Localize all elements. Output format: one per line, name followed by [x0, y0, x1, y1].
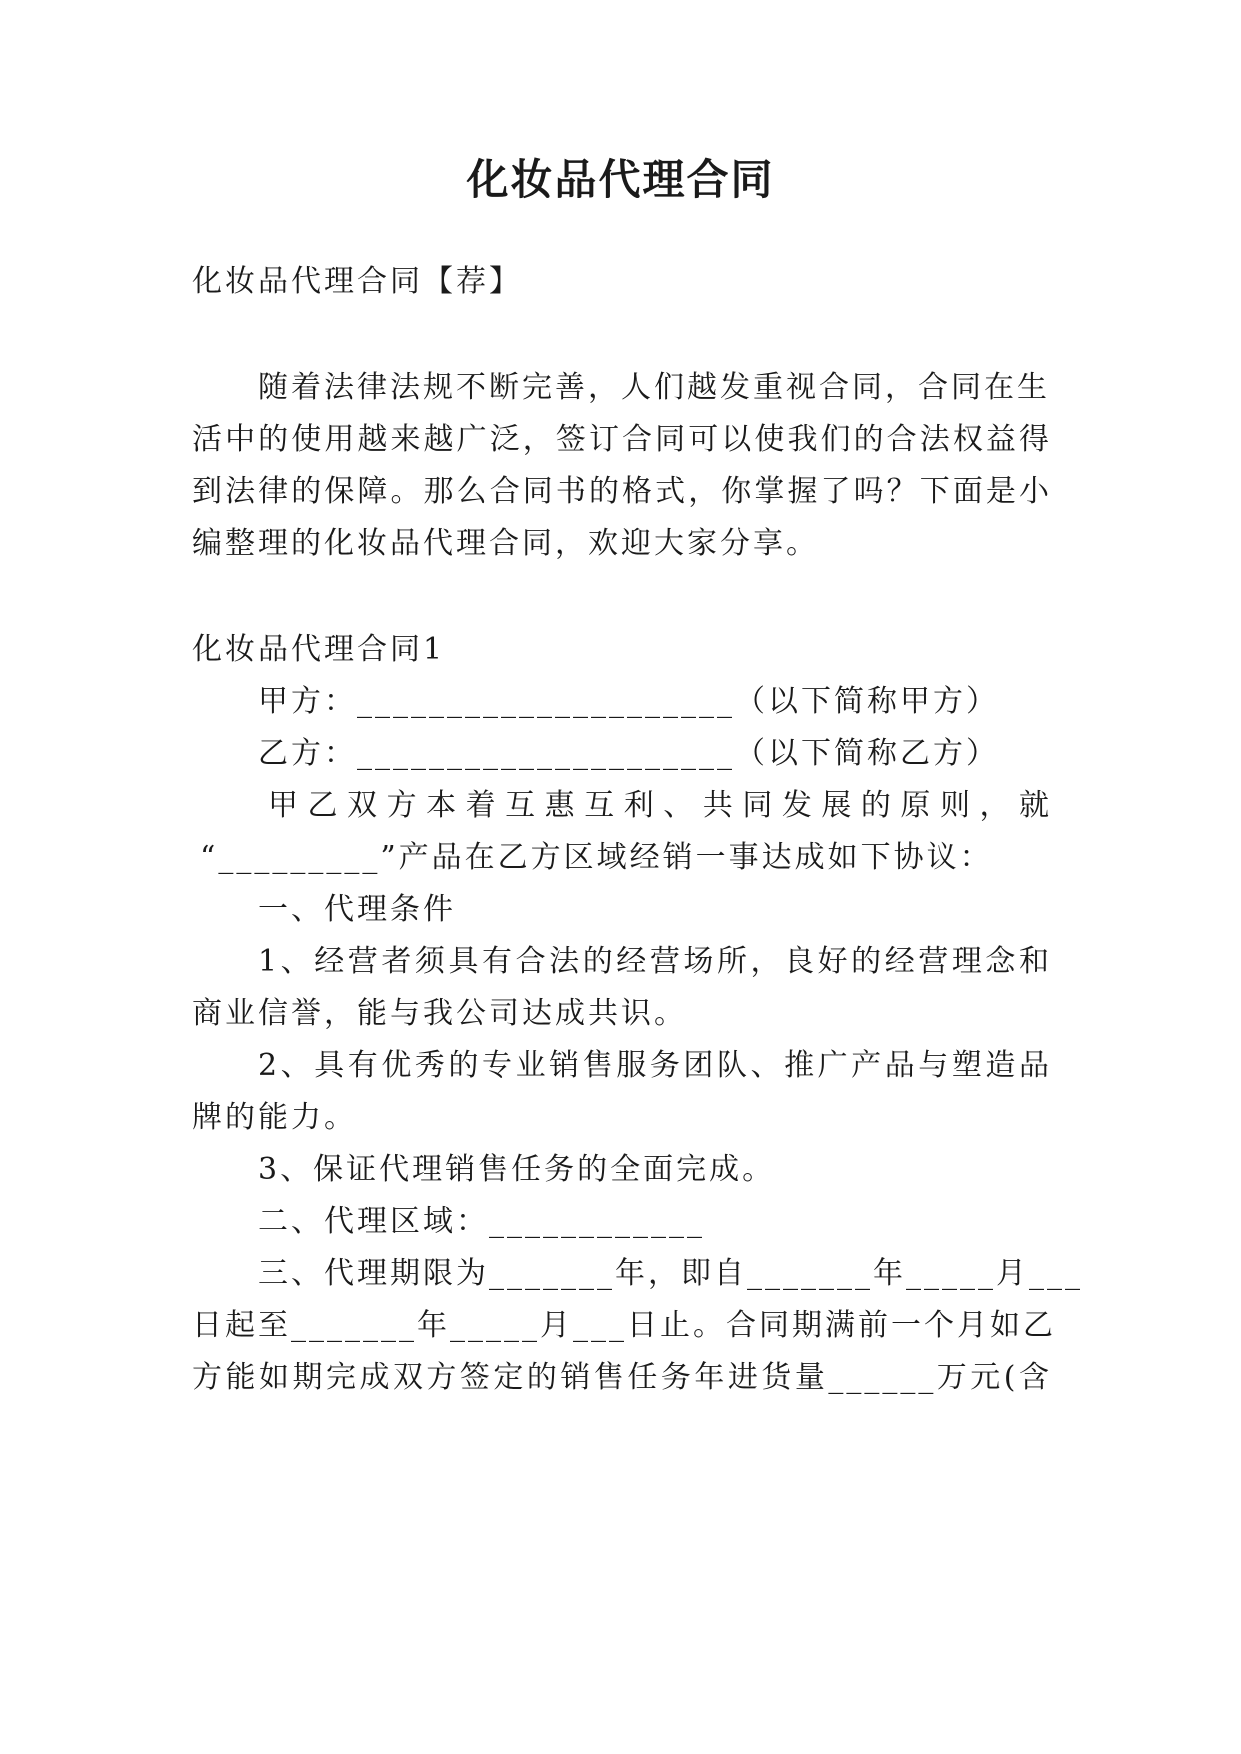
clause3-line-1: 三、代理期限为_______年，即自_______年_____月___ [258, 1256, 1083, 1291]
clause1-item1-line-1: 1、经营者须具有合法的经营场所，良好的经营理念和 [258, 944, 1052, 979]
agreement-line-1: 甲乙双方本着互惠互利、共同发展的原则，就 [268, 788, 1052, 823]
clause1-item3: 3、保证代理销售任务的全面完成。 [258, 1152, 776, 1187]
intro-line-2: 活中的使用越来越广泛，签订合同可以使我们的合法权益得 [192, 422, 1052, 457]
clause1-item1-line-2: 商业信誉，能与我公司达成共识。 [192, 996, 687, 1031]
clause2-line: 二、代理区域：____________ [258, 1204, 705, 1239]
clause3-line-3: 方能如期完成双方签定的销售任务年进货量______万元(含 [192, 1360, 1052, 1395]
party-b-line: 乙方：_____________________（以下简称乙方） [258, 736, 999, 771]
agreement-line-2: “_________”产品在乙方区域经销一事达成如下协议： [200, 840, 993, 875]
clause1-item2-line-2: 牌的能力。 [192, 1100, 357, 1135]
section-heading: 化妆品代理合同1 [192, 632, 446, 667]
intro-line-1: 随着法律法规不断完善，人们越发重视合同，合同在生 [258, 370, 1050, 405]
intro-line-3: 到法律的保障。那么合同书的格式，你掌握了吗？下面是小 [192, 474, 1052, 509]
clause3-line-2: 日起至_______年_____月___日止。合同期满前一个月如乙 [192, 1308, 1056, 1343]
intro-line-4: 编整理的化妆品代理合同，欢迎大家分享。 [192, 526, 819, 561]
clause1-heading: 一、代理条件 [258, 892, 456, 927]
clause1-item2-line-1: 2、具有优秀的专业销售服务团队、推广产品与塑造品 [258, 1048, 1052, 1083]
document-subtitle: 化妆品代理合同【荐】 [192, 264, 522, 299]
document-title: 化妆品代理合同 [466, 155, 775, 204]
party-a-line: 甲方：_____________________（以下简称甲方） [258, 684, 999, 719]
